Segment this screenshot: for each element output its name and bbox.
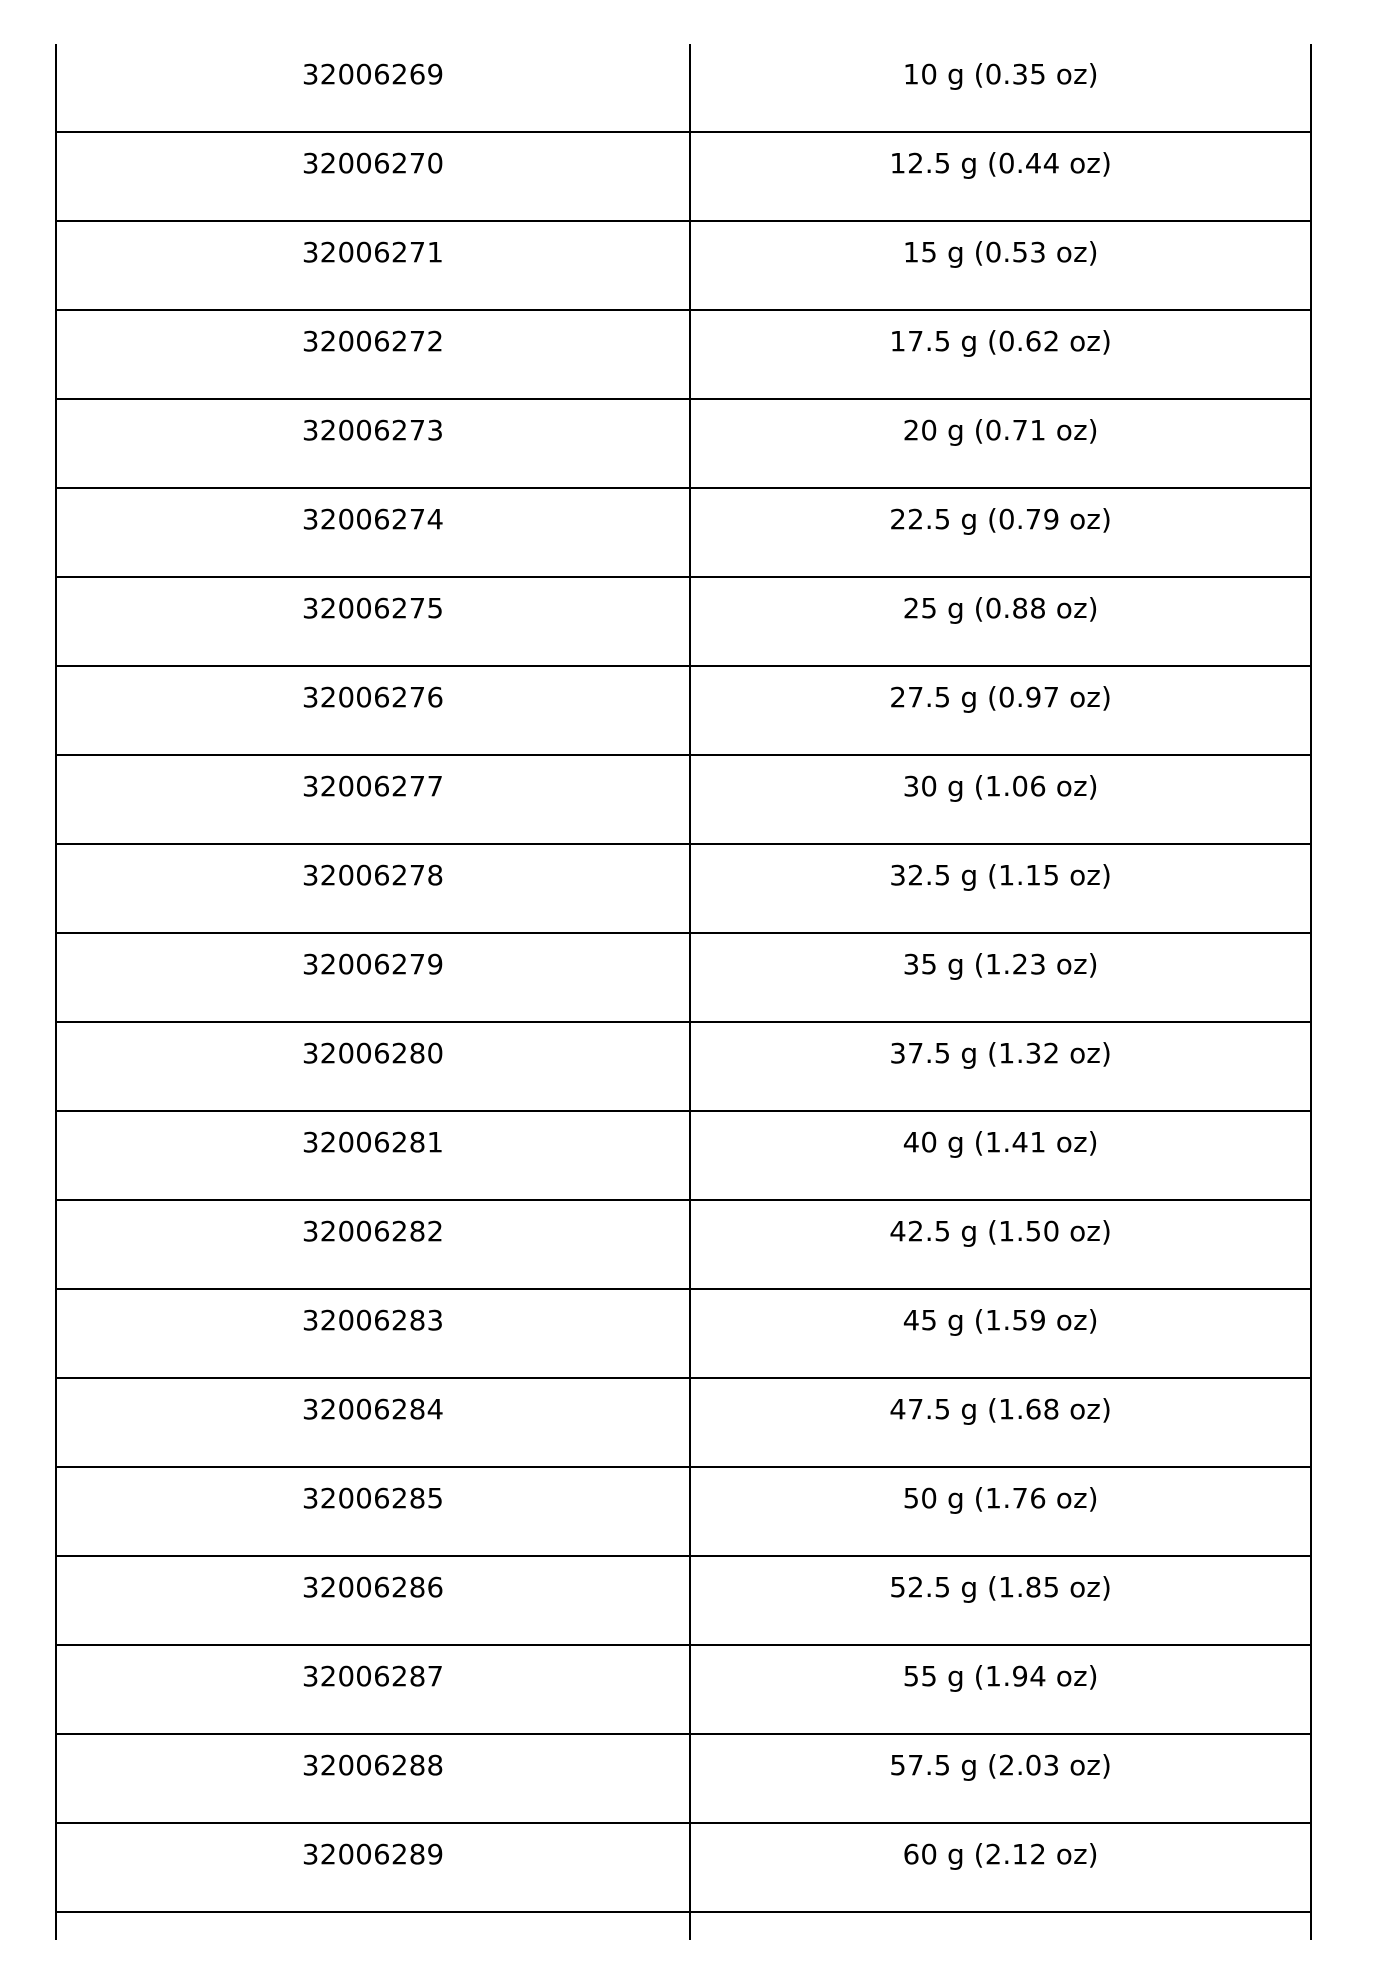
- part-number-cell: [57, 666, 690, 755]
- part-number-text: 32006276: [301, 681, 445, 714]
- table-row: [57, 310, 1310, 399]
- table-row: [57, 1200, 1310, 1289]
- weight-cell: [690, 221, 1310, 310]
- table-row: [57, 933, 1310, 1022]
- weights-table-body: [57, 44, 1310, 1940]
- weight-text: 32.5 g (1.15 oz): [889, 859, 1112, 892]
- part-number-text: 32006273: [301, 414, 445, 447]
- table-row: [57, 1378, 1310, 1467]
- weight-cell: [690, 1645, 1310, 1734]
- weight-cell: [690, 488, 1310, 577]
- part-number-text: 32006288: [301, 1749, 445, 1782]
- weight-text: 27.5 g (0.97 oz): [889, 681, 1112, 714]
- table-row: [57, 1823, 1310, 1912]
- weight-cell: [690, 1823, 1310, 1912]
- weight-text: 57.5 g (2.03 oz): [889, 1749, 1112, 1782]
- weight-cell: [690, 1111, 1310, 1200]
- part-number-text: 32006287: [301, 1660, 445, 1693]
- part-number-cell: [57, 488, 690, 577]
- weights-table: [57, 44, 1310, 1940]
- part-number-text: 32006278: [301, 859, 445, 892]
- weight-text: 30 g (1.06 oz): [902, 770, 1099, 803]
- weight-text: 55 g (1.94 oz): [902, 1660, 1099, 1693]
- weight-text: 40 g (1.41 oz): [902, 1126, 1099, 1159]
- part-number-cell: [57, 44, 690, 132]
- part-number-cell: [57, 310, 690, 399]
- weight-text: 22.5 g (0.79 oz): [889, 503, 1112, 536]
- table-row: [57, 666, 1310, 755]
- part-number-cell: [57, 1111, 690, 1200]
- weight-cell: [690, 1022, 1310, 1111]
- weight-cell: [690, 755, 1310, 844]
- part-number-cell: [57, 1022, 690, 1111]
- weight-text: 10 g (0.35 oz): [902, 58, 1099, 91]
- part-number-cell: [57, 1734, 690, 1823]
- weight-cell: [690, 1467, 1310, 1556]
- weight-cell: [690, 399, 1310, 488]
- weight-text: 15 g (0.53 oz): [902, 236, 1099, 269]
- part-number-text: 32006286: [301, 1571, 445, 1604]
- weight-text: 37.5 g (1.32 oz): [889, 1037, 1112, 1070]
- part-number-cell: [57, 132, 690, 221]
- table-row: [57, 1467, 1310, 1556]
- weight-text: 20 g (0.71 oz): [902, 414, 1099, 447]
- table-row: [57, 577, 1310, 666]
- part-number-text: 32006274: [301, 503, 445, 536]
- weight-cell: [690, 844, 1310, 933]
- table-row: [57, 44, 1310, 132]
- part-number-cell: [57, 399, 690, 488]
- table-row: [57, 132, 1310, 221]
- part-number-text: 32006280: [301, 1037, 445, 1070]
- part-number-text: 32006277: [301, 770, 445, 803]
- part-number-cell: [57, 1289, 690, 1378]
- part-number-cell: [57, 1467, 690, 1556]
- part-number-cell: [57, 933, 690, 1022]
- table-row: [57, 844, 1310, 933]
- weight-cell: [690, 44, 1310, 132]
- table-row: [57, 1734, 1310, 1823]
- part-number-text: 32006271: [301, 236, 445, 269]
- table-row: [57, 488, 1310, 577]
- part-number-cell: [57, 1912, 690, 1940]
- part-number-text: 32006269: [301, 58, 445, 91]
- part-number-cell: [57, 844, 690, 933]
- part-number-text: 32006279: [301, 948, 445, 981]
- weight-text: 45 g (1.59 oz): [902, 1304, 1099, 1337]
- weight-cell: [690, 577, 1310, 666]
- part-number-cell: [57, 1378, 690, 1467]
- weight-cell: [690, 1556, 1310, 1645]
- part-number-cell: [57, 1645, 690, 1734]
- table-row: [57, 1912, 1310, 1940]
- part-number-text: 32006282: [301, 1215, 445, 1248]
- weight-text: 25 g (0.88 oz): [902, 592, 1099, 625]
- table-row: [57, 1022, 1310, 1111]
- part-number-text: 32006275: [301, 592, 445, 625]
- part-number-cell: [57, 1556, 690, 1645]
- weight-text: 42.5 g (1.50 oz): [889, 1215, 1112, 1248]
- part-number-cell: [57, 755, 690, 844]
- weight-text: 12.5 g (0.44 oz): [889, 147, 1112, 180]
- weight-cell: [690, 666, 1310, 755]
- weight-cell: [690, 132, 1310, 221]
- table-row: [57, 399, 1310, 488]
- weight-text: 47.5 g (1.68 oz): [889, 1393, 1112, 1426]
- weight-cell: [690, 1289, 1310, 1378]
- part-number-cell: [57, 1200, 690, 1289]
- weight-text: 35 g (1.23 oz): [902, 948, 1099, 981]
- weights-table-container: [55, 44, 1312, 1940]
- weight-cell: [690, 933, 1310, 1022]
- table-row: [57, 1111, 1310, 1200]
- table-row: [57, 1556, 1310, 1645]
- part-number-cell: [57, 1823, 690, 1912]
- table-row: [57, 755, 1310, 844]
- weight-cell: [690, 1378, 1310, 1467]
- part-number-text: 32006281: [301, 1126, 445, 1159]
- weight-cell: [690, 1912, 1310, 1940]
- part-number-cell: [57, 221, 690, 310]
- part-number-cell: [57, 577, 690, 666]
- weight-cell: [690, 1200, 1310, 1289]
- weight-cell: [690, 1734, 1310, 1823]
- weight-text: 17.5 g (0.62 oz): [889, 325, 1112, 358]
- part-number-text: 32006283: [301, 1304, 445, 1337]
- part-number-text: 32006270: [301, 147, 445, 180]
- part-number-text: 32006285: [301, 1482, 445, 1515]
- table-row: [57, 1289, 1310, 1378]
- weight-text: 60 g (2.12 oz): [902, 1838, 1099, 1871]
- part-number-text: 32006289: [301, 1838, 445, 1871]
- weight-text: 50 g (1.76 oz): [902, 1482, 1099, 1515]
- table-row: [57, 221, 1310, 310]
- table-row: [57, 1645, 1310, 1734]
- weight-text: 52.5 g (1.85 oz): [889, 1571, 1112, 1604]
- part-number-text: 32006272: [301, 325, 445, 358]
- weight-cell: [690, 310, 1310, 399]
- weight-text: [691, 1913, 1310, 1929]
- part-number-text: [57, 1913, 689, 1929]
- part-number-text: 32006284: [301, 1393, 445, 1426]
